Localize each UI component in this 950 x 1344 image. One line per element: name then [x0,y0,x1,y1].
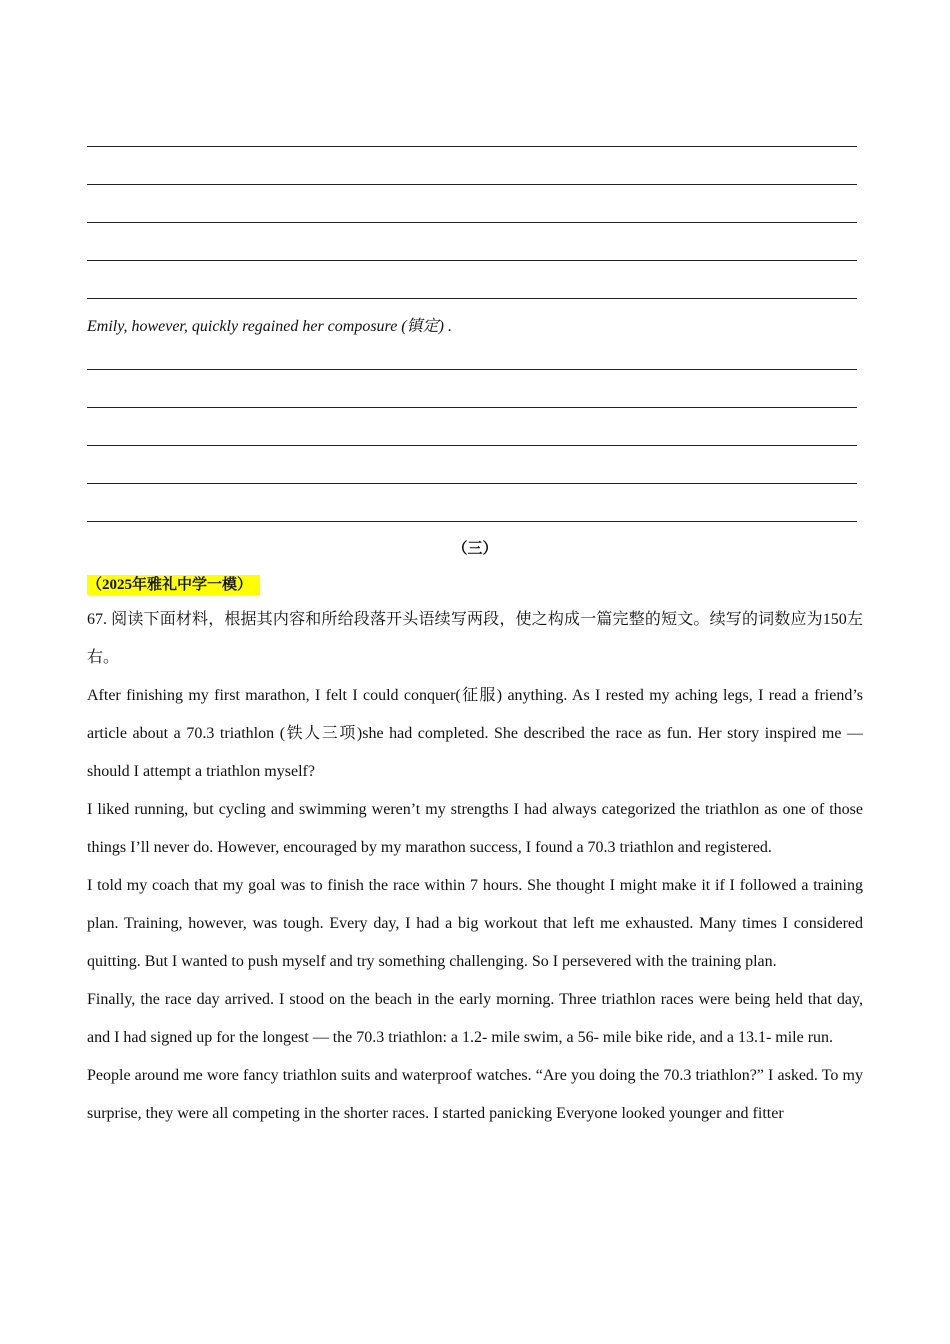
source-highlight-tag: （2025年雅礼中学一模） [87,575,260,595]
answer-line[interactable] [87,260,857,261]
answer-line[interactable] [87,521,857,522]
answer-line[interactable] [87,222,857,223]
continuation-prompt: Emily, however, quickly regained her composure (镇定) . [87,318,452,335]
passage-paragraph: People around me wore fancy triathlon suits and waterproof watches. “Are you doing the 70.3 triathlon?” I asked. To my surprise, they were all competing in the shorter races. I started panicking Everyone looked younger and fitter [87,1067,863,1122]
passage-paragraph: I told my coach that my goal was to finish the race within 7 hours. She thought I might make it if I followed a training plan. Training, however, was tough. Every day, I had a big workout that left me exhausted. Many times I considered quitting. But I wanted to push myself and try something challenging. So I persevered with the training plan. [87,877,863,970]
answer-line[interactable] [87,369,857,370]
passage-paragraph: I liked running, but cycling and swimming weren’t my strengths I had always categorized the triathlon as one of those things I’ll never do. However, encouraged by my marathon success, I found a 70.3 triathlon and registered. [87,801,863,856]
section-title: （三） [452,541,498,557]
reading-passage [87,601,863,1133]
answer-line[interactable] [87,483,857,484]
answer-line[interactable] [87,184,857,185]
answer-line[interactable] [87,445,857,446]
passage-paragraph: Finally, the race day arrived. I stood on the beach in the early morning. Three triathlon races were being held that day, and I had signed up for the longest — the 70.3 triathlon: a 1.2- mile swim, a 56- mile bike ride, and a 13.1- mile run. [87,991,863,1046]
question-instructions: 67. 阅读下面材料，根据其内容和所给段落开头语续写两段，使之构成一篇完整的短文。续写的词数应为150左右。 [87,611,863,666]
answer-line[interactable] [87,146,857,147]
passage-paragraph: After finishing my first marathon, I felt I could conquer(征服) anything. As I rested my aching legs, I read a friend’s article about a 70.3 triathlon (铁人三项)she had completed. She described the race as fun. Her story inspired me — should I attempt a triathlon myself? [87,687,863,780]
answer-line[interactable] [87,298,857,299]
answer-line[interactable] [87,407,857,408]
